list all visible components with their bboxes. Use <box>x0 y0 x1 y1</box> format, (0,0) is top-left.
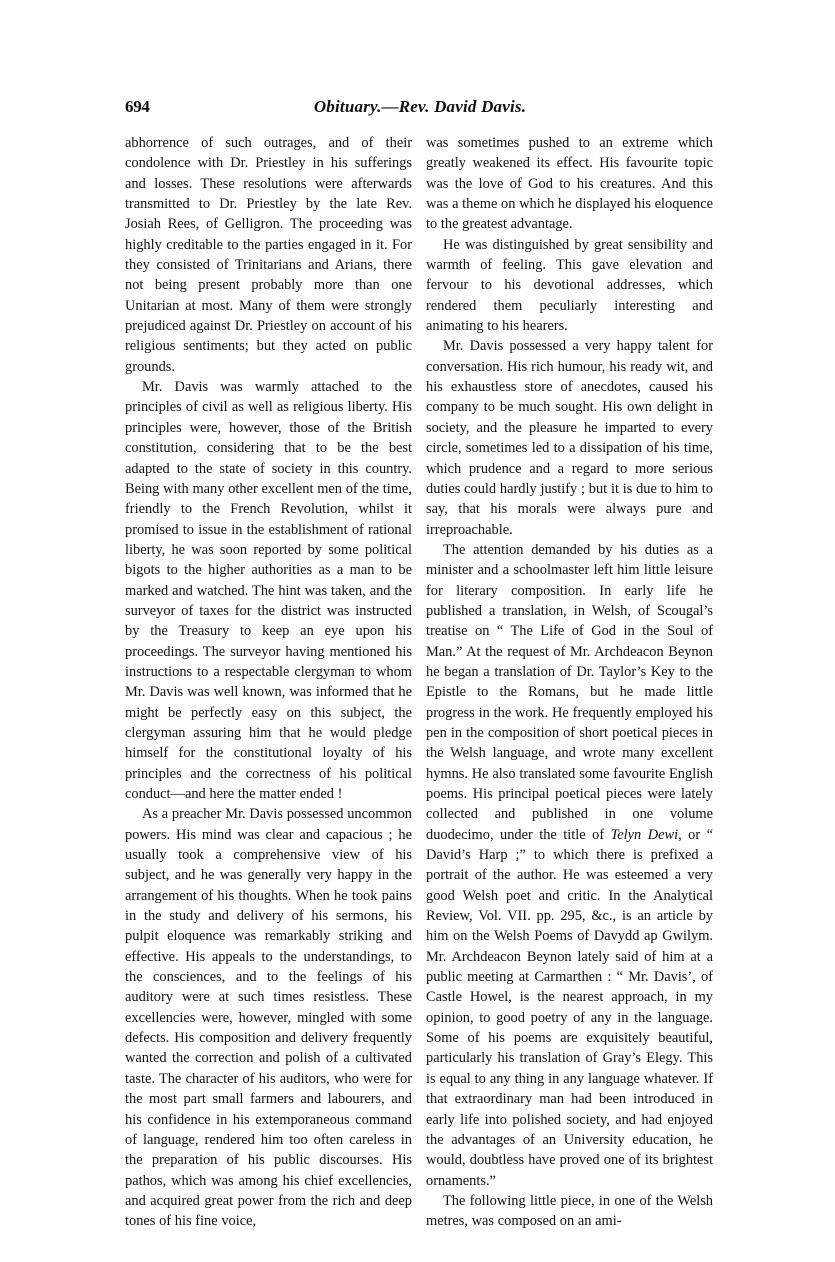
column-left <box>125 133 412 1232</box>
paragraph: He was distinguished by great sensibility and warmth of feeling. This gave elevation and fervour to his devotional addresses, which rendered them peculiarly interesting and animating to his hearers. <box>426 236 713 335</box>
text-run: , or “ David’s Harp ;” to which there is prefixed a portrait of the author. He was esteemed a very good Welsh poet and critic. In the Analytical Review, Vol. VII. pp. 295, &c., is an article by him on the Welsh Poems of Davydd ap Gwilym. Mr. Archdeacon Beynon lately said of him at a public meeting at Carmarthen : “ Mr. Davis’, of Castle Howel, is the nearest approach, in my opinion, to good poetry of any in the language. Some of his poems are exquisitely beautiful, particularly his translation of Gray’s Elegy. This is equal to any thing in any language whatever. If that extraordinary man had been introduced in early life into polished society, and had enjoyed the advantages of an University education, he would, doubtless have proved one of its brightest ornaments.” <box>426 826 713 1189</box>
text-run: The attention demanded by his duties as a minister and a schoolmaster left him little leisure for literary composition. In early life he published a translation, in Welsh, of Scougal’s treatise on “ The Life of God in the Soul of Man.” At the request of Mr. Archdeacon Beynon he began a translation of Dr. Taylor’s Key to the Epistle to the Romans, but he made little progress in the work. He frequently employed his pen in the composition of short poetical pieces in the Welsh language, and wrote many excellent hymns. He also translated some favourite English poems. His principal poetical pieces were lately collected and published in one volume duodecimo, under the title of <box>426 541 713 843</box>
paragraph: Mr. Davis possessed a very happy talent for conversation. His rich humour, his ready wit, and his exhaustless store of anecdotes, caused his company to be much sought. His own delight in society, and the pleasure he imparted to every circle, sometimes led to a dissipation of his time, which prudence and a regard to more serious duties could hardly justify ; but it is due to him to say, that his morals were always pure and irreproachable. <box>426 338 713 538</box>
paragraph: The following little piece, in one of the Welsh metres, was composed on an ami- <box>426 1192 713 1230</box>
column-right <box>426 133 713 1232</box>
italic-title: Telyn Dewi <box>610 826 679 843</box>
running-head <box>125 96 715 122</box>
paragraph: As a preacher Mr. Davis possessed uncommon powers. His mind was clear and capacious ; he usually took a comprehensive view of his subject, and he was generally very happy in the arrangement of his thoughts. When he took pains in the study and delivery of his sermons, his pulpit eloquence was remarkably striking and effective. His appeals to the understandings, to the consciences, and to the feelings of his auditory were at such times resistless. These excellencies were, however, mingled with some defects. His composition and delivery frequently wanted the correction and polish of a cultivated taste. The character of his auditors, who were for the most part small farmers and labourers, and his confidence in his extemporaneous command of language, rendered him too often careless in the preparation of his public discourses. His pathos, which was among his chief excellencies, and acquired great power from the rich and deep tones of his fine voice, <box>125 806 412 1230</box>
paragraph: Mr. Davis was warmly attached to the principles of civil as well as religious liberty. His principles were, however, those of the British constitution, considering that to be the best adapted to the state of society in this country. Being with many other excellent men of the time, friendly to the French Revolution, whilst it promised to issue in the establishment of rational liberty, he was soon reported by some political bigots to the higher authorities as a man to be marked and watched. The hint was taken, and the surveyor of taxes for the district was instructed by the Treasury to keep an eye upon his proceedings. The surveyor having mentioned his instructions to a respectable clergyman to whom Mr. Davis was well known, was informed that he might be perfectly easy on this subject, the clergyman assuring him that he would pledge himself for the constitutional loyalty of his principles and the correctness of his political conduct—and here the matter ended ! <box>125 379 412 802</box>
paragraph <box>426 540 713 1191</box>
running-head-title: Obituary.—Rev. David Davis. <box>313 97 527 116</box>
paragraph: abhorrence of such outrages, and of their condolence with Dr. Priestley in his sufferings and losses. These resolutions were afterwards transmitted to Dr. Priestley by the late Rev. Josiah Rees, of Gelligron. The proceeding was highly creditable to the parties engaged in it. For they consisted of Trinitarians and Arians, there not being present probably more than one Unitarian at most. Many of them were strongly prejudiced against Dr. Priestley on account of his religious sentiments; but they acted on public grounds. <box>125 135 412 375</box>
paragraph: was sometimes pushed to an extreme which greatly weakened its effect. His favourite topic was the love of God to his creatures. And this was a theme on which he displayed his eloquence to the greatest advantage. <box>426 135 713 233</box>
page-folio-number: 694 <box>125 97 150 116</box>
